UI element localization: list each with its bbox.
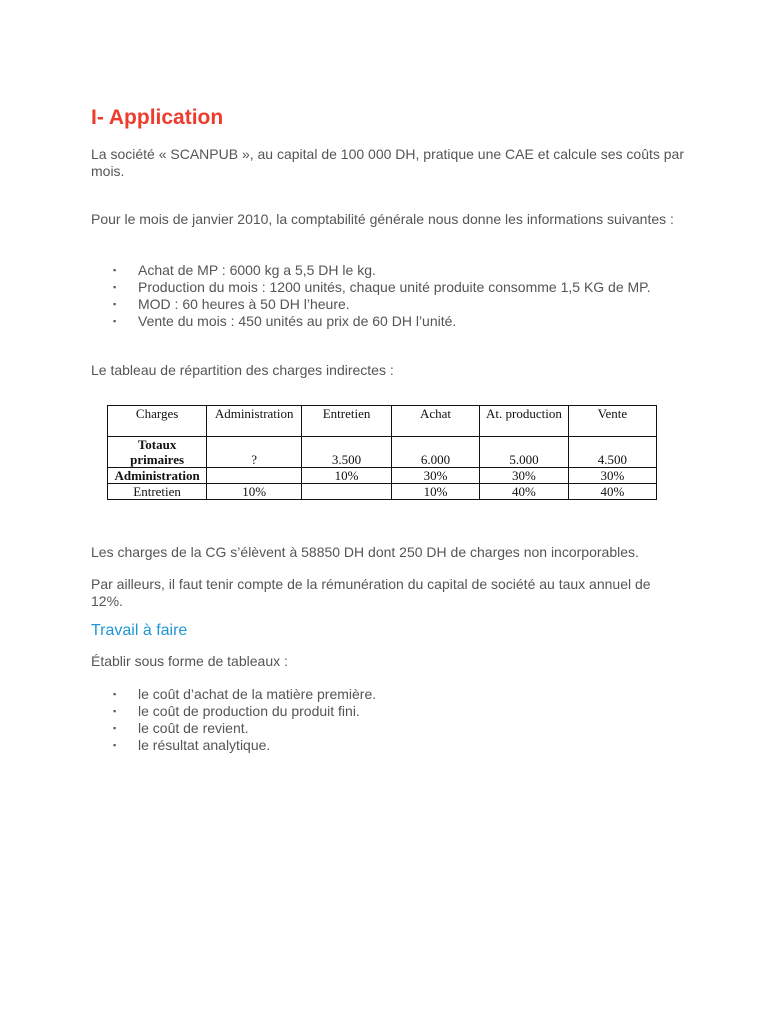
table-cell: Totaux primaires	[108, 437, 207, 468]
list-item: ▪ Production du mois : 1200 unités, chaque unité produite consomme 1,5 KG de MP.	[113, 279, 651, 295]
info-list	[91, 262, 681, 330]
list-item: ▪ le coût d’achat de la matière première.	[113, 686, 377, 702]
intro-line-2: mois.	[91, 163, 125, 179]
bullet-icon: ▪	[113, 689, 117, 699]
task-subtitle: Travail à faire	[91, 622, 188, 639]
task-intro: Établir sous forme de tableaux :	[91, 653, 288, 669]
table-row	[108, 437, 657, 468]
task-list	[91, 686, 681, 754]
table-cell: Entretien	[108, 484, 207, 500]
table-row	[108, 484, 657, 500]
charges-paragraph: Les charges de la CG s’élèvent à 58850 DH dont 250 DH de charges non incorporables.	[91, 544, 639, 560]
table-header-cell: Entretien	[302, 406, 392, 437]
bullet-icon: ▪	[113, 299, 117, 309]
list-item: ▪ MOD : 60 heures à 50 DH l’heure.	[113, 296, 350, 312]
table-cell: Administration	[108, 468, 207, 484]
table-cell: 5.000	[480, 437, 569, 468]
section-title: I- Application	[91, 106, 224, 129]
list-item: ▪ Achat de MP : 6000 kg a 5,5 DH le kg.	[113, 262, 376, 278]
table-header-cell: Administration	[207, 406, 302, 437]
list-item: ▪ le résultat analytique.	[113, 737, 271, 753]
bullet-icon: ▪	[113, 723, 117, 733]
list-item: ▪ le coût de production du produit fini.	[113, 703, 360, 719]
table-cell: 3.500	[302, 437, 392, 468]
bullet-icon: ▪	[113, 265, 117, 275]
intro-line-1: La société « SCANPUB », au capital de 100 000 DH, pratique une CAE et calcule ses coûts par	[91, 146, 685, 162]
list-item: ▪ Vente du mois : 450 unités au prix de 60 DH l’unité.	[113, 313, 457, 329]
table-header-cell: At. production	[480, 406, 569, 437]
table-cell: 4.500	[568, 437, 656, 468]
table-header-cell: Vente	[568, 406, 656, 437]
table-cell: 6.000	[391, 437, 479, 468]
bullet-icon: ▪	[113, 706, 117, 716]
table-cell: 40%	[568, 484, 656, 500]
table-cell: 10%	[302, 468, 392, 484]
table-cell: 40%	[480, 484, 569, 500]
table-cell: 30%	[568, 468, 656, 484]
table-cell: 10%	[207, 484, 302, 500]
bullet-icon: ▪	[113, 282, 117, 292]
capital-paragraph: Par ailleurs, il faut tenir compte de la rémunération du capital de société au taux annuel de 12%.	[91, 576, 651, 609]
table-cell: 30%	[480, 468, 569, 484]
bullet-icon: ▪	[113, 316, 117, 326]
table-cell: 30%	[391, 468, 479, 484]
table-row	[108, 468, 657, 484]
table-cell	[302, 484, 392, 500]
intro-paragraph	[91, 146, 686, 180]
table-cell: ?	[207, 437, 302, 468]
table-cell: 10%	[391, 484, 479, 500]
table-intro: Le tableau de répartition des charges indirectes :	[91, 362, 394, 378]
bullet-icon: ▪	[113, 740, 117, 750]
table-cell	[207, 468, 302, 484]
period-paragraph: Pour le mois de janvier 2010, la comptabilité générale nous donne les informations suivantes :	[91, 211, 674, 227]
table-header-cell: Achat	[391, 406, 479, 437]
table-header-cell: Charges	[108, 406, 207, 437]
list-item: ▪ le coût de revient.	[113, 720, 249, 736]
charges-table	[107, 405, 657, 500]
table-header-row	[108, 406, 657, 437]
